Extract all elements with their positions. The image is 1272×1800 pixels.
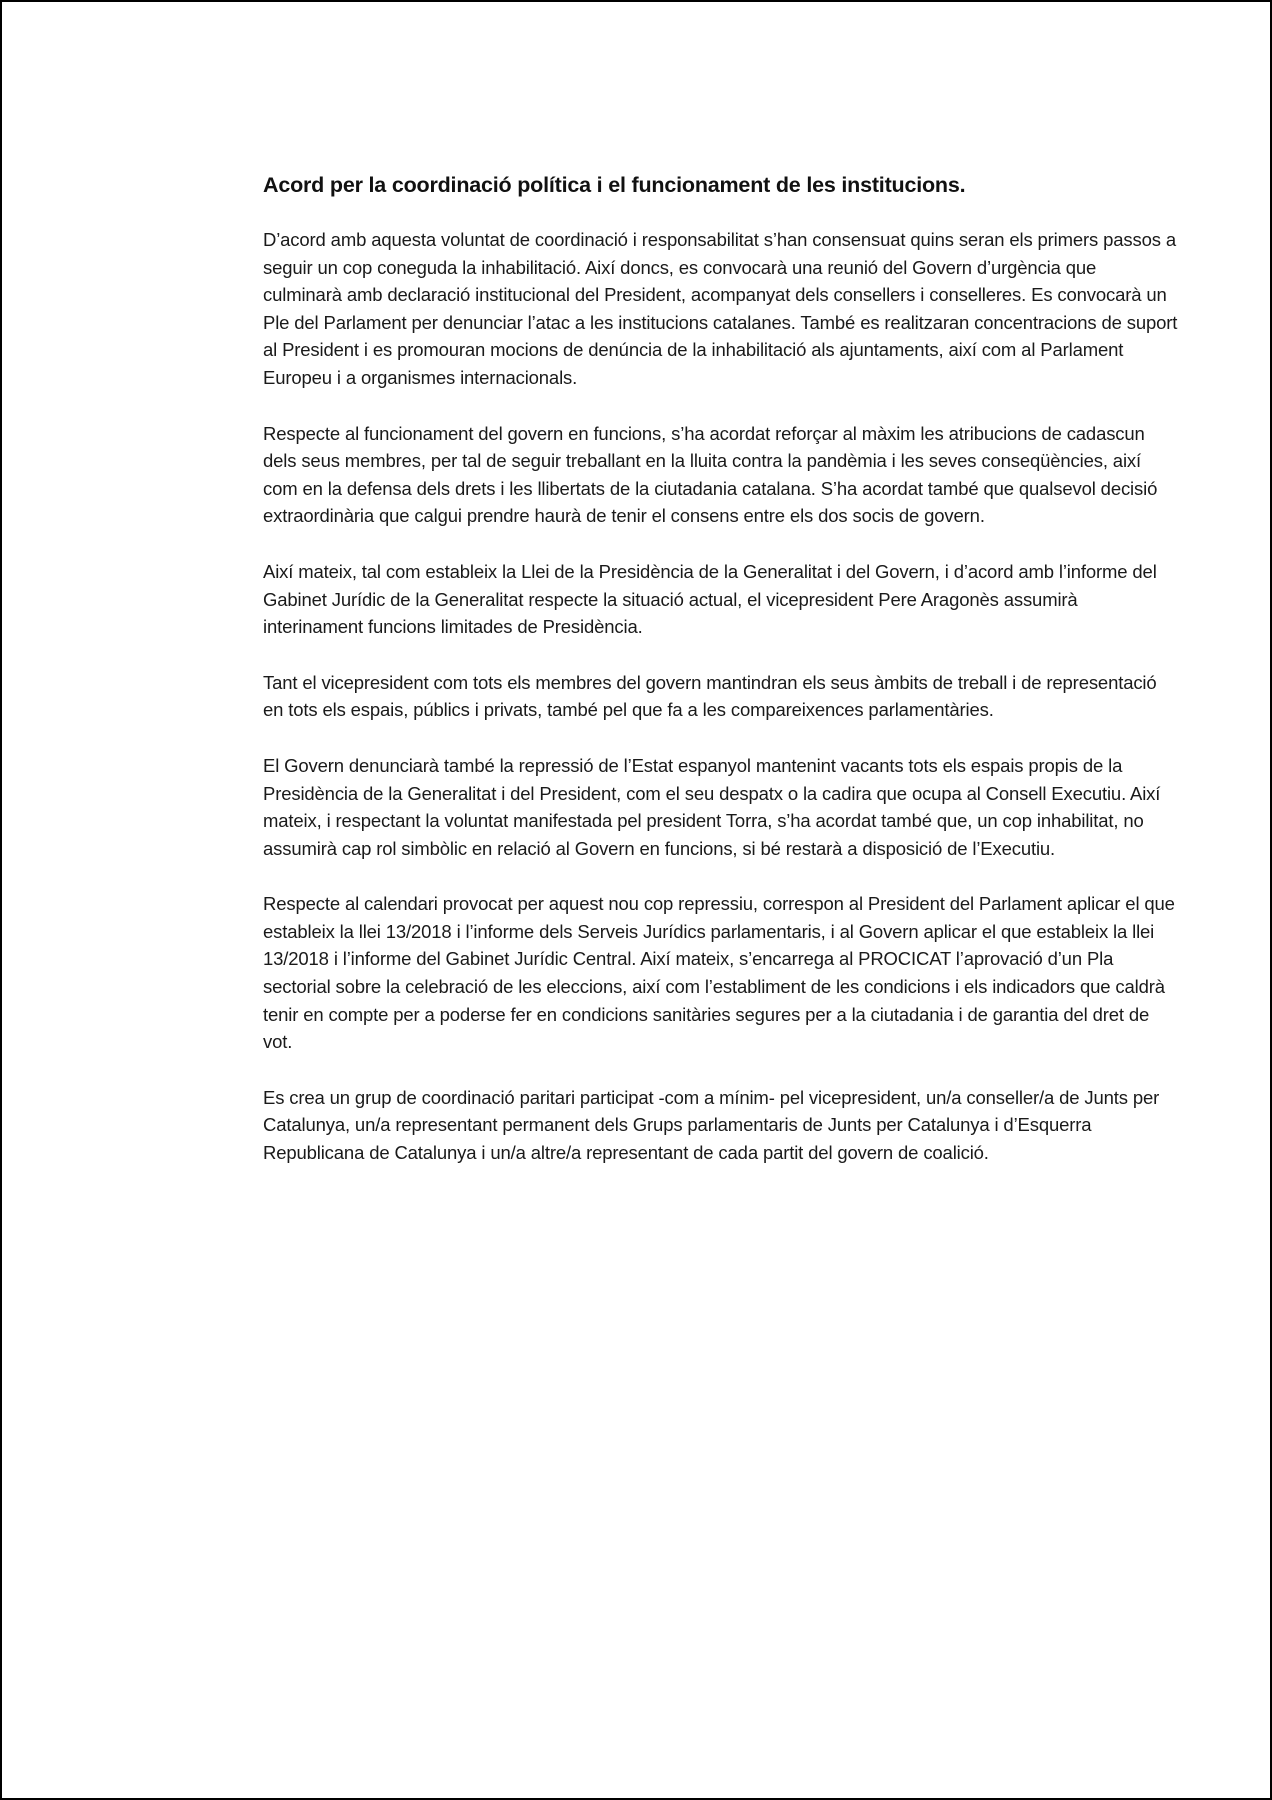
paragraph-launch-steps: D’acord amb aquesta voluntat de coordinació i responsabilitat s’han consensuat quins seran els primers passos a seguir un cop coneguda la inhabilitació. Així doncs, es convocarà una reunió del Govern d’urgència que culminarà amb declaració institucional del President, acompanyat dels consellers i conselleres. Es convocarà un Ple del Parlament per denunciar l’atac a les institucions catalanes. També es realitzaran concentracions de suport al President i es promouran mocions de denúncia de la inhabilitació als ajuntaments, així com al Parlament Europeu i a organismes internacionals. <box>263 229 1178 388</box>
paragraph-representation: Tant el vicepresident com tots els membres del govern mantindran els seus àmbits de treball i de representació en tots els espais, públics i privats, també pel que fa a les compareixences parlamentàries. <box>263 671 1157 721</box>
document-body <box>263 170 1179 1195</box>
paragraph-vacant-spaces: El Govern denunciarà també la repressió de l’Estat espanyol mantenint vacants tots els espais propis de la Presidència de la Generalitat i del President, com el seu despatx o la cadira que ocupa al Consell Executiu. Així mateix, i respectant la voluntat manifestada pel president Torra, s’ha acordat també que, un cop inhabilitat, no assumirà cap rol simbòlic en relació al Govern en funcions, si bé restarà a disposició de l’Executiu. <box>263 754 1161 859</box>
paragraph-vice-president-role: Així mateix, tal com estableix la Llei de la Presidència de la Generalitat i del Govern, i d’acord amb l’informe del Gabinet Jurídic de la Generalitat respecte la situació actual, el vicepresident Pere Aragonès assumirà interinament funcions limitades de Presidència. <box>263 560 1157 638</box>
paragraph-government-functioning: Respecte al funcionament del govern en funcions, s’ha acordat reforçar al màxim les atribucions de cadascun dels seus membres, per tal de seguir treballant en la lluita contra la pandèmia i les seves conseqüències, així com en la defensa dels drets i les llibertats de la ciutadania catalana. S’ha acordat també que qualsevol decisió extraordinària que calgui prendre haurà de tenir el consens entre els dos socis de govern. <box>263 422 1158 527</box>
paragraph-coordination-group: Es crea un grup de coordinació paritari participat -com a mínim- pel vicepresident, un/a conseller/a de Junts per Catalunya, un/a representant permanent dels Grups parlamentaris de Junts per Catalunya i d’Esquerra Republicana de Catalunya i un/a altre/a representant de cada partit del govern de coalició. <box>263 1086 1160 1164</box>
document-title: Acord per la coordinació política i el funcionament de les institucions. <box>263 173 966 197</box>
paragraph-calendar: Respecte al calendari provocat per aquest nou cop repressiu, correspon al President del Parlament aplicar el que estableix la llei 13/2018 i l’informe dels Serveis Jurídics parlamentaris, i al Govern aplicar el que estableix la llei 13/2018 i l’informe del Gabinet Jurídic Central. Així mateix, s’encarrega al PROCICAT l’aprovació d’un Pla sectorial sobre la celebració de les eleccions, així com l’establiment de les condicions i els indicadors que caldrà tenir en compte per a poderse fer en condicions sanitàries segures per a la ciutadania i de garantia del dret de vot. <box>263 893 1175 1053</box>
